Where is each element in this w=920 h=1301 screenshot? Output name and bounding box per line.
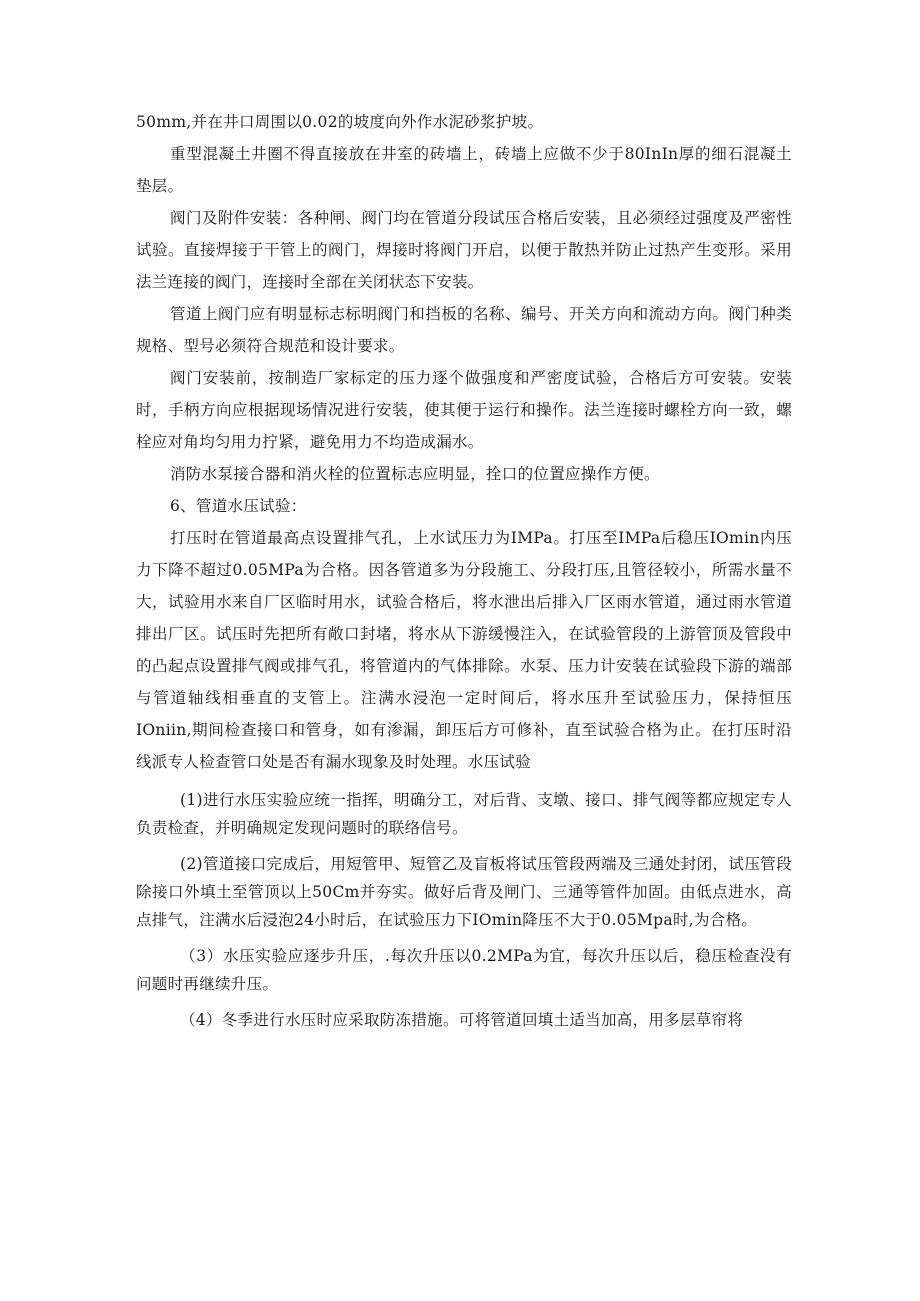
document-body [136,106,792,1034]
section-heading-pressure-test: 6、管道水压试验： [170,497,307,515]
list-item-3: （3）水压实验应逐步升压，.每次升压以0.2MPa为宜，每次升压以后，稳压检查没有问题时再继续升压。 [136,947,792,993]
paragraph-valve-marking: 管道上阀门应有明显标志标明阀门和挡板的名称、编号、开关方向和流动方向。阀门种类规格、型号必须符合规范和设计要求。 [136,305,792,355]
paragraph-valve-testing: 阀门安装前，按制造厂家标定的压力逐个做强度和严密度试验，合格后方可安装。安装时，手柄方向应根据现场情况进行安装，使其便于运行和操作。法兰连接时螺栓方向一致，螺栓应对角均匀用力拧紧，避免用力不均造成漏水。 [136,369,792,451]
paragraph-continuation: 50mm,并在井口周围以0.02的坡度向外作水泥砂浆护坡。 [136,113,544,131]
list-item-1: (1)进行水压实验应统一指挥，明确分工，对后背、支墩、接口、排气阀等都应规定专人负责检查，并明确规定发现问题时的联络信号。 [136,791,792,837]
paragraph-pressure-test: 打压时在管道最高点设置排气孔，上水试压力为IMPa。打压至IMPa后稳压IOmin内压力下降不超过0.05MPa为合格。因各管道多为分段施工、分段打压,且管径较小，所需水量不大，试验用水来自厂区临时用水，试验合格后，将水泄出后排入厂区雨水管道，通过雨水管道排出厂区。试压时先把所有敞口封堵，将水从下游缓慢注入，在试验管段的上游管顶及管段中的凸起点设置排气阀或排气孔，将管道内的气体排除。水泵、压力计安装在试验段下游的端部与管道轴线相垂直的支管上。注满水浸泡一定时间后，将水压升至试验压力，保持恒压IOniin,期间检查接口和管身，如有渗漏，卸压后方可修补，直至试验合格为止。在打压时沿线派专人检查管口处是否有漏水现象及时处理。水压试验 [136,529,792,771]
list-item-4: （4）冬季进行水压时应采取防冻措施。可将管道回填土适当加高，用多层草帘将 [180,1011,744,1029]
paragraph-well-ring: 重型混凝土井圈不得直接放在井室的砖墙上，砖墙上应做不少于80InIn厚的细石混凝土垫层。 [136,145,792,195]
list-item-2: (2)管道接口完成后，用短管甲、短管乙及盲板将试压管段两端及三通处封闭，试压管段除接口外填土至管顶以上50Cm并夯实。做好后背及闸门、三通等管件加固。由低点进水，高点排气，注满水后浸泡24小时后，在试验压力下IOmin降压不大于0.05Mpa时,为合格。 [136,855,792,929]
paragraph-valve-installation: 阀门及附件安装：各种闸、阀门均在管道分段试压合格后安装，且必须经过强度及严密性试验。直接焊接于干管上的阀门，焊接时将阀门开启，以便于散热并防止过热产生变形。采用法兰连接的阀门，连接时全部在关闭状态下安装。 [136,209,792,291]
paragraph-fire-pump: 消防水泵接合器和消火栓的位置标志应明显，拴口的位置应操作方便。 [170,465,660,483]
